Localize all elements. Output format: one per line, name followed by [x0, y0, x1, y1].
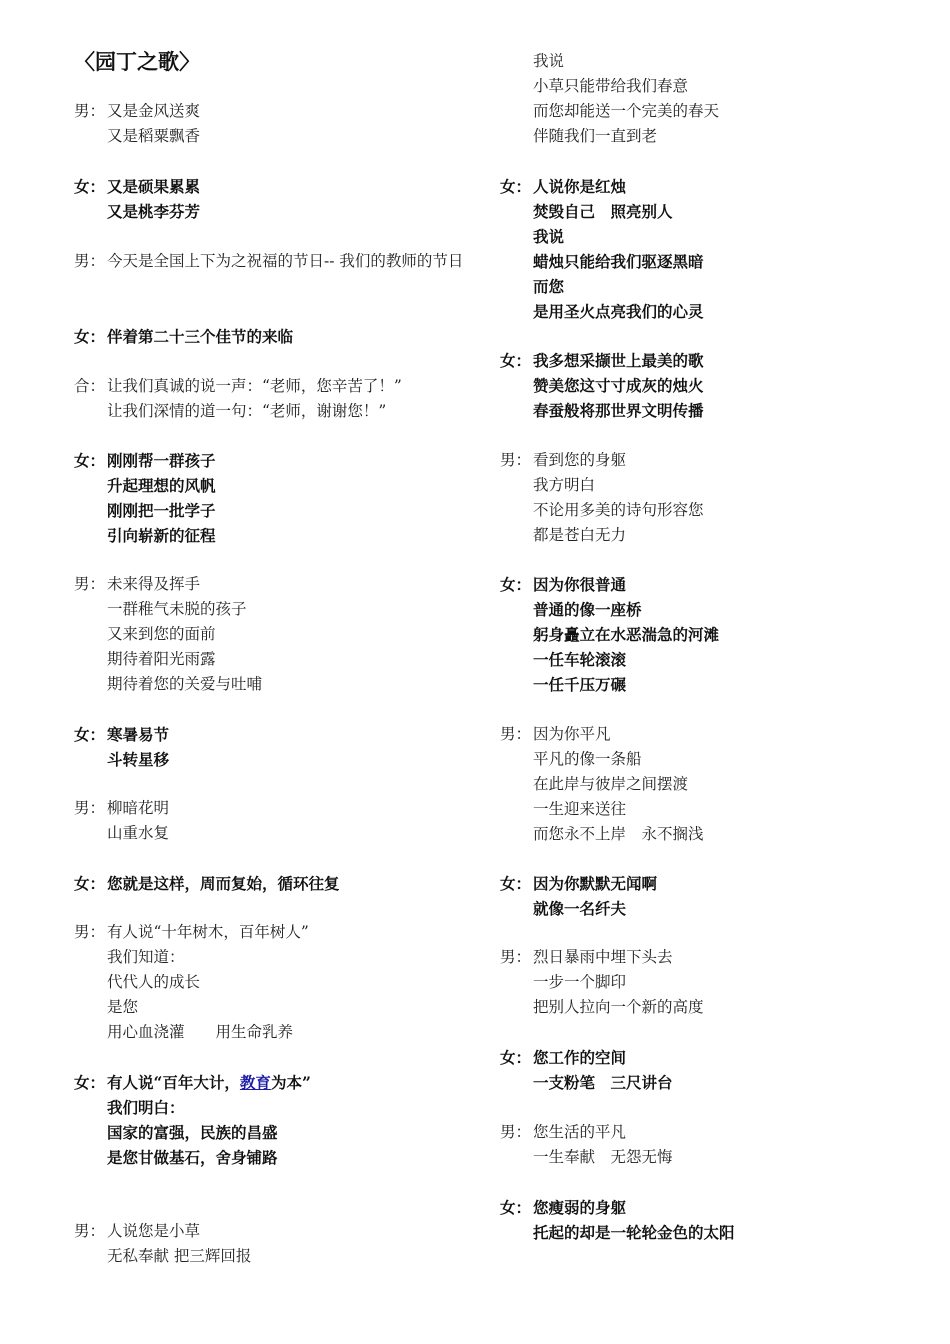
line-text: 代代人的成长 [107, 973, 201, 991]
line-text: 因为你默默无闻啊 [533, 874, 658, 893]
speaker-label: 男： [500, 451, 532, 469]
line-text: 赞美您这寸寸成灰的烛火 [533, 376, 704, 395]
line-text: 一群稚气未脱的孩子 [107, 600, 247, 618]
speaker-label: 女： [500, 575, 532, 594]
line-text: 一支粉笔 三尺讲台 [533, 1073, 673, 1092]
line-text: 期待着您的关爱与吐哺 [107, 675, 263, 693]
line-text: 躬身矗立在水恶湍急的河滩 [533, 625, 720, 644]
line-text: 让我们深情的道一句：“老师，谢谢您！” [107, 402, 387, 420]
speaker-label: 合： [74, 377, 106, 395]
line-text: 用心血浇灌 用生命乳养 [107, 1023, 294, 1041]
speaker-label: 女： [500, 874, 532, 893]
line-text: 有人说“十年树木，百年树人” [107, 923, 309, 941]
line-text: 烈日暴雨中埋下头去 [533, 948, 673, 966]
line-text: 未来得及挥手 [107, 575, 201, 593]
line-text: 无私奉献 把三辉回报 [107, 1247, 252, 1265]
line-text: 我说 [533, 52, 565, 70]
line-text: 而您永不上岸 永不搁浅 [533, 825, 704, 843]
line-text: 蜡烛只能给我们驱逐黑暗 [533, 252, 704, 271]
line-text: 把别人拉向一个新的高度 [533, 998, 704, 1016]
line-text: 又是稻粟飘香 [107, 127, 201, 145]
line-text: 我说 [533, 227, 565, 246]
line-text: 刚刚把一批学子 [107, 501, 216, 520]
line-text: 一生奉献 无怨无悔 [533, 1148, 673, 1166]
line-text: 升起理想的风帆 [107, 476, 216, 495]
line-text: 都是苍白无力 [533, 526, 627, 544]
education-link[interactable]: 教育 [239, 1073, 271, 1092]
line-text: 一任千压万碾 [533, 675, 627, 694]
line-text: 是您甘做基石，舍身铺路 [107, 1148, 278, 1167]
line-text: 不论用多美的诗句形容您 [533, 501, 704, 519]
speaker-label: 女： [74, 327, 106, 346]
line-text: 您瘦弱的身躯 [533, 1198, 627, 1217]
line-text: 我方明白 [533, 476, 596, 494]
line-text: 国家的富强，民族的昌盛 [107, 1123, 278, 1142]
line-text: 斗转星移 [107, 750, 170, 769]
line-text: 而您却能送一个完美的春天 [533, 102, 720, 120]
text-segment: 有人说“百年大计， [107, 1073, 240, 1092]
line-text: 因为你平凡 [533, 725, 611, 743]
line-text: 小草只能带给我们春意 [533, 77, 689, 95]
line-text: 是您 [107, 998, 139, 1016]
line-text: 伴着第二十三个佳节的来临 [107, 327, 294, 346]
speaker-label: 男： [74, 799, 106, 817]
speaker-label: 男： [500, 1123, 532, 1141]
speaker-label: 男： [74, 252, 106, 270]
line-text: 看到您的身躯 [533, 451, 627, 469]
line-text: 我们明白： [107, 1098, 185, 1117]
line-text: 普通的像一座桥 [533, 600, 642, 619]
line-text: 一生迎来送往 [533, 800, 627, 818]
speaker-label: 女： [500, 177, 532, 196]
speaker-label: 男： [74, 1222, 106, 1240]
speaker-label: 女： [500, 1048, 532, 1067]
line-text: 柳暗花明 [107, 799, 170, 817]
line-text: 您就是这样，周而复始，循环往复 [107, 874, 340, 893]
line-text: 又是金风送爽 [107, 102, 201, 120]
speaker-label: 女： [74, 725, 106, 744]
line-text: 托起的却是一轮轮金色的太阳 [533, 1223, 735, 1242]
line-text: 您工作的空间 [533, 1048, 627, 1067]
line-text: 寒暑易节 [107, 725, 170, 744]
line-text: 一步一个脚印 [533, 973, 627, 991]
line-text: 人说你是红烛 [533, 177, 627, 196]
line-text [107, 1070, 311, 1095]
speaker-label: 男： [500, 725, 532, 743]
page-title: 〈园丁之歌〉 [74, 50, 200, 74]
text-segment: 为本” [270, 1073, 311, 1092]
line-text: 期待着阳光雨露 [107, 650, 216, 668]
line-text: 人说您是小草 [107, 1222, 201, 1240]
line-text: 今天是全国上下为之祝福的节日-- 我们的教师的节日 [107, 252, 464, 270]
speaker-label: 男： [500, 948, 532, 966]
line-text: 山重水复 [107, 824, 170, 842]
speaker-label: 男： [74, 102, 106, 120]
line-text: 焚毁自己 照亮别人 [533, 202, 673, 221]
line-text: 一任车轮滚滚 [533, 650, 627, 669]
line-text: 在此岸与彼岸之间摆渡 [533, 775, 689, 793]
line-text: 就像一名纤夫 [533, 899, 627, 918]
line-text: 又来到您的面前 [107, 625, 216, 643]
line-text: 又是桃李芬芳 [107, 202, 201, 221]
line-text: 因为你很普通 [533, 575, 627, 594]
speaker-label: 女： [74, 1073, 106, 1092]
line-text: 平凡的像一条船 [533, 750, 642, 768]
speaker-label: 男： [74, 923, 106, 941]
line-text: 又是硕果累累 [107, 177, 201, 196]
line-text: 是用圣火点亮我们的心灵 [533, 302, 704, 321]
line-text: 刚刚帮一群孩子 [107, 451, 216, 470]
line-text: 引向崭新的征程 [107, 526, 216, 545]
line-text: 您生活的平凡 [533, 1123, 627, 1141]
line-text: 我多想采撷世上最美的歌 [533, 351, 704, 370]
speaker-label: 女： [74, 177, 106, 196]
line-text: 让我们真诚的说一声：“老师，您辛苦了！” [107, 377, 402, 395]
speaker-label: 女： [74, 451, 106, 470]
speaker-label: 女： [74, 874, 106, 893]
line-text: 而您 [533, 277, 565, 296]
line-text: 我们知道： [107, 948, 185, 966]
speaker-label: 女： [500, 351, 532, 370]
line-text: 春蚕般将那世界文明传播 [533, 401, 704, 420]
speaker-label: 男： [74, 575, 106, 593]
speaker-label: 女： [500, 1198, 532, 1217]
line-text: 伴随我们一直到老 [533, 127, 658, 145]
